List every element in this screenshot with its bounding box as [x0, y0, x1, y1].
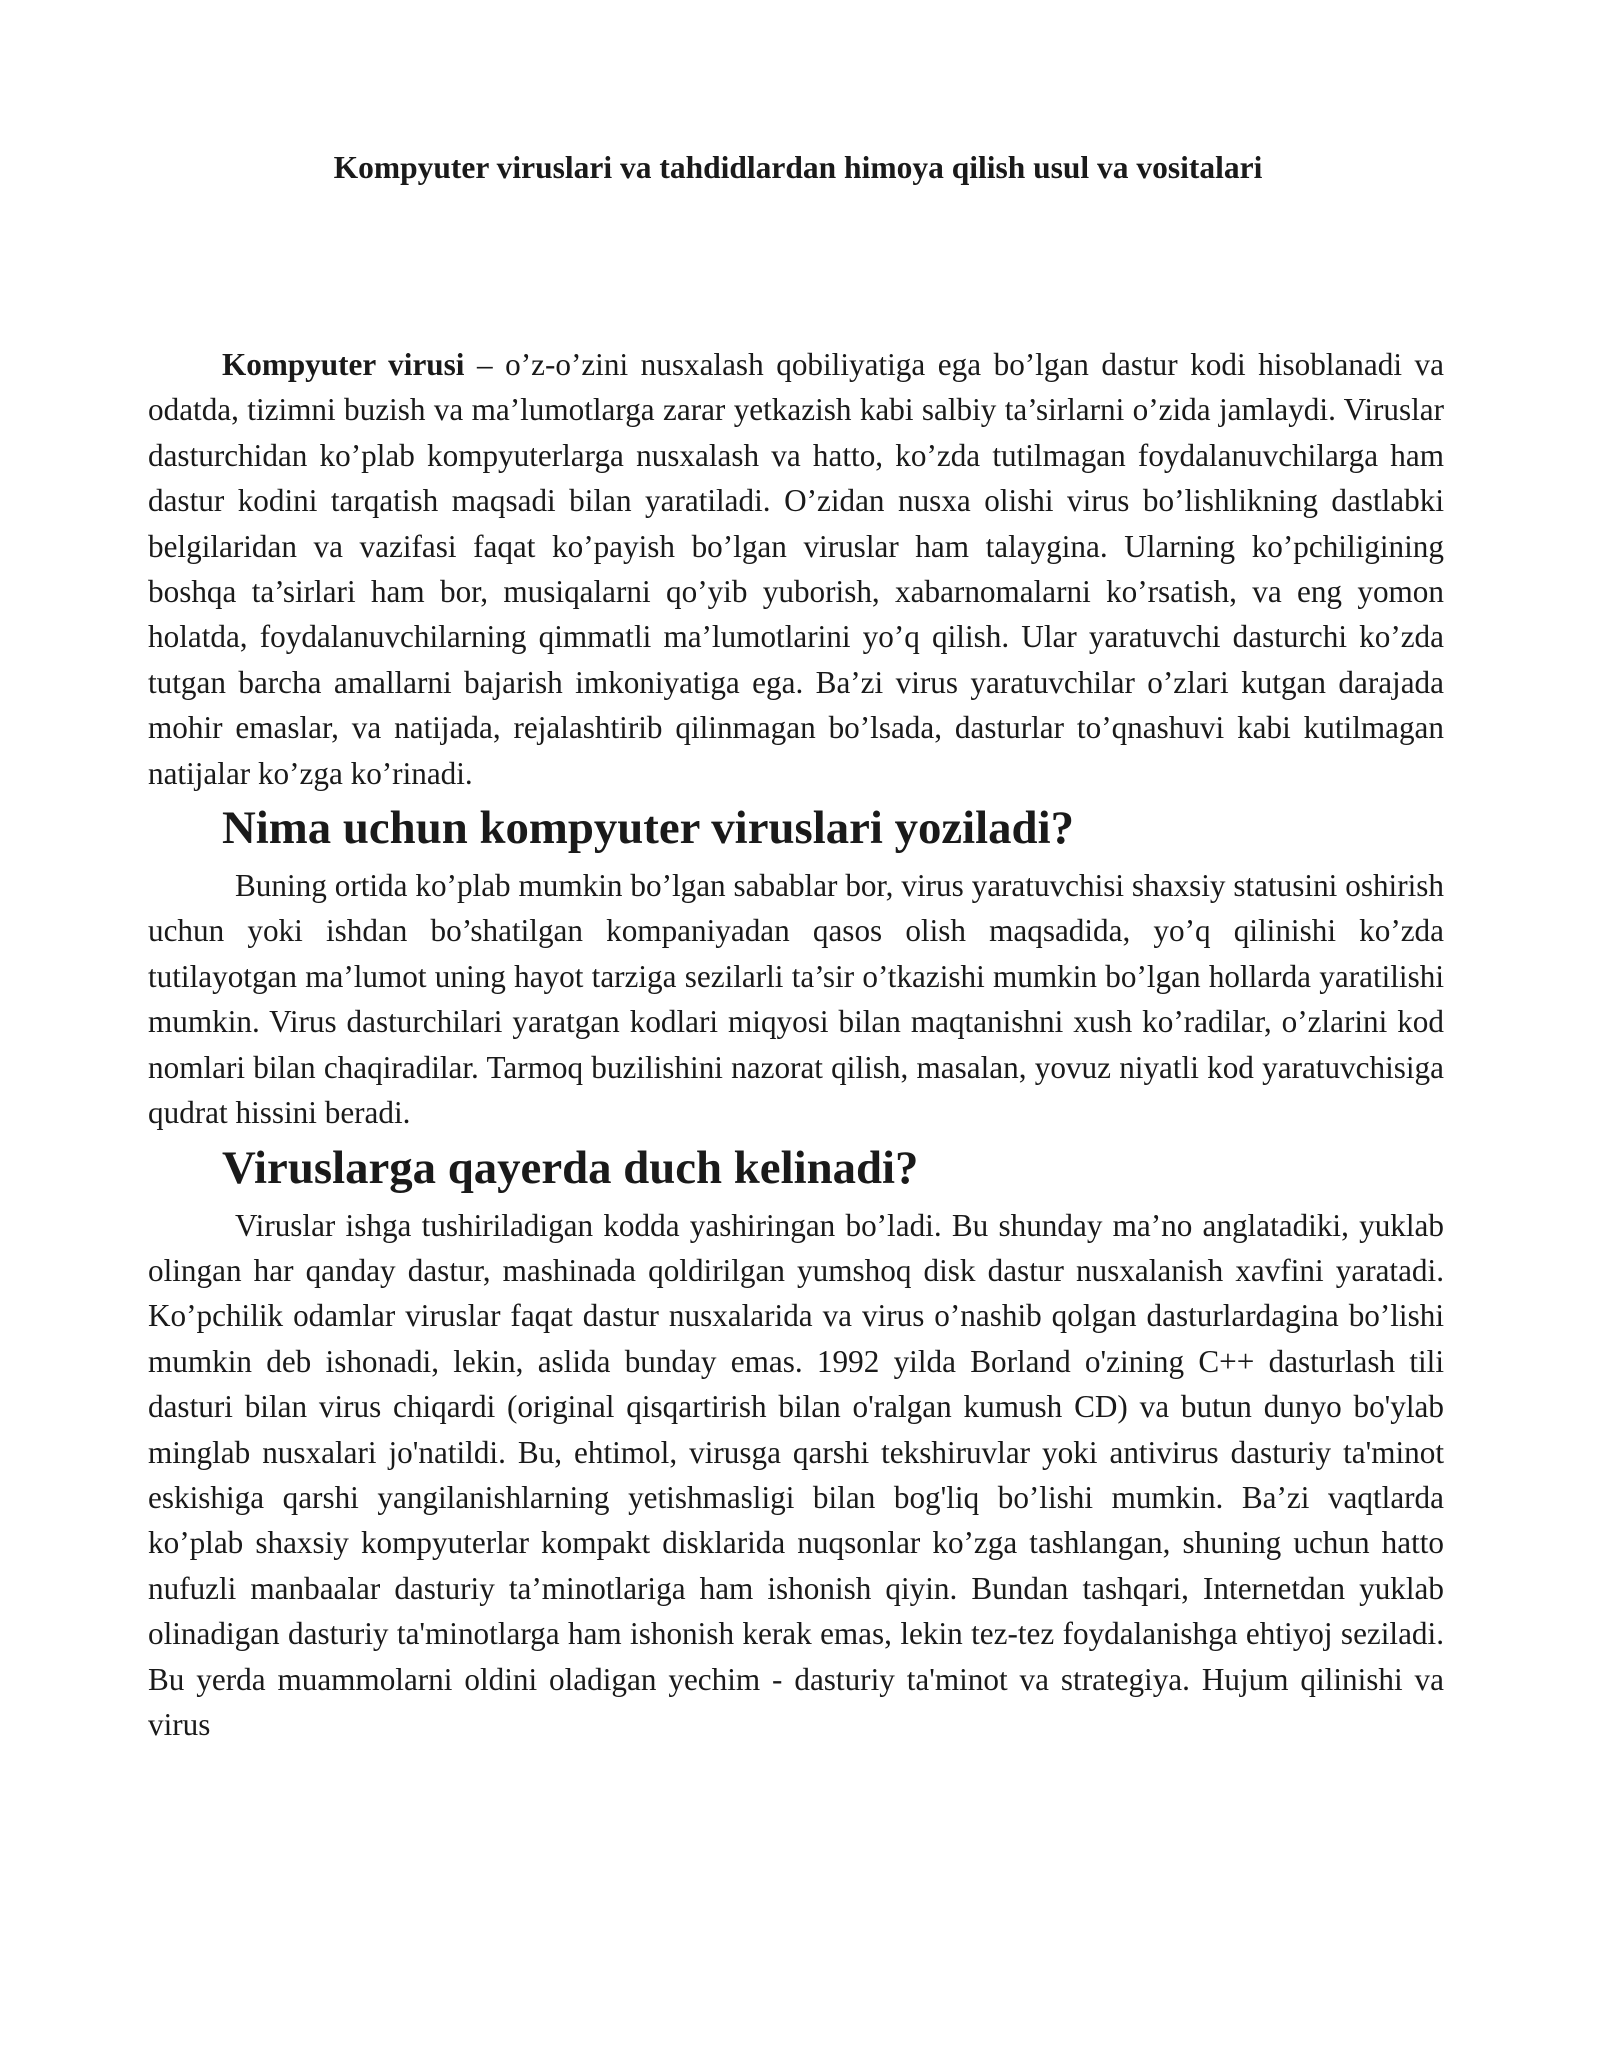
intro-term: Kompyuter virusi: [222, 347, 465, 382]
intro-paragraph: [148, 342, 1444, 796]
section-paragraph-why: Buning ortida ko’plab mumkin bo’lgan sabablar bor, virus yaratuvchisi shaxsiy statusini oshirish uchun yoki ishdan bo’shatilgan kompaniyadan qasos olish maqsadida, yo’q qilinishi ko’zda tutilayotgan ma’lumot uning hayot tarziga sezilarli ta’sir o’tkazishi mumkin bo’lgan hollarda yaratilishi mumkin. Virus dasturchilari yaratgan kodlari miqyosi bilan maqtanishni xush ko’radilar, o’zlarini kod nomlari bilan chaqiradilar. Tarmoq buzilishini nazorat qilish, masalan, yovuz niyatli kod yaratuvchisiga qudrat hissini beradi.: [148, 868, 1444, 1131]
document-body: [148, 342, 1444, 1747]
section-heading-why: Nima uchun kompyuter viruslari yoziladi?: [222, 802, 1074, 855]
intro-text: – o’z-o’zini nusxalash qobiliyatiga ega bo’lgan dastur kodi hisoblanadi va odatda, tizimni buzish va ma’lumotlarga zarar yetkazish kabi salbiy ta’sirlarni o’zida jamlaydi. Viruslar dasturchidan ko’plab kompyuterlarga nusxalash va hatto, ko’zda tutilmagan foydalanuvchilarga ham dastur kodini tarqatish maqsadi bilan yaratiladi. O’zidan nusxa olishi virus bo’lishlikning dastlabki belgilaridan va vazifasi faqat ko’payish bo’lgan viruslar ham talaygina. Ularning ko’pchiligining boshqa ta’sirlari ham bor, musiqalarni qo’yib yuborish, xabarnomalarni ko’rsatish, va eng yomon holatda, foydalanuvchilarning qimmatli ma’lumotlarini yo’q qilish. Ular yaratuvchi dasturchi ko’zda tutgan barcha amallarni bajarish imkoniyatiga ega. Ba’zi virus yaratuvchilar o’zlari kutgan darajada mohir emaslar, va natijada, rejalashtirib qilinmagan bo’lsada, dasturlar to’qnashuvi kabi kutilmagan natijalar ko’zga ko’rinadi.: [148, 347, 1444, 791]
section-paragraph-where: Viruslar ishga tushiriladigan kodda yashiringan bo’ladi. Bu shunday ma’no anglatadiki, yuklab olingan har qanday dastur, mashinada qoldirilgan yumshoq disk dastur nusxalanish xavfini yaratadi. Ko’pchilik odamlar viruslar faqat dastur nusxalarida va virus o’nashib qolgan dasturlardagina bo’lishi mumkin deb ishonadi, lekin, aslida bunday emas. 1992 yilda Borland o'zining C++ dasturlash tili dasturi bilan virus chiqardi (original qisqartirish bilan o'ralgan kumush CD) va butun dunyo bo'ylab minglab nusxalari jo'natildi. Bu, ehtimol, virusga qarshi tekshiruvlar yoki antivirus dasturiy ta'minot eskishiga qarshi yangilanishlarning yetishmasligi bilan bog'liq bo’lishi mumkin. Ba’zi vaqtlarda ko’plab shaxsiy kompyuterlar kompakt disklarida nuqsonlar ko’zga tashlangan, shuning uchun hatto nufuzli manbaalar dasturiy ta’minotlariga ham ishonish qiyin. Bundan tashqari, Internetdan yuklab olinadigan dasturiy ta'minotlarga ham ishonish kerak emas, lekin tez-tez foydalanishga ehtiyoj seziladi. Bu yerda muammolarni oldini oladigan yechim - dasturiy ta'minot va strategiya. Hujum qilinishi va virus: [148, 1207, 1444, 1742]
section-heading-where: Viruslarga qayerda duch kelinadi?: [222, 1141, 919, 1194]
document-title: Kompyuter viruslari va tahdidlardan himoya qilish usul va vositalari: [333, 150, 1263, 185]
